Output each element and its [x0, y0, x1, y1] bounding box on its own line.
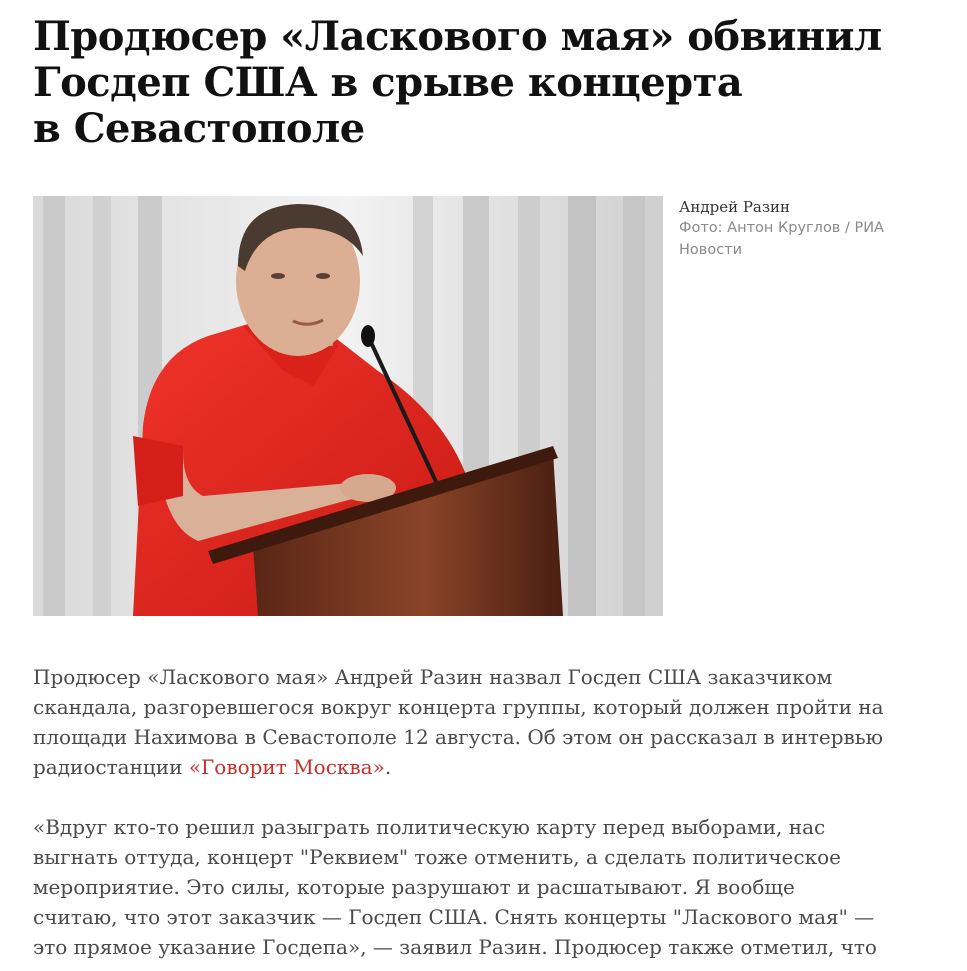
paragraph-text: радиостанции: [33, 755, 189, 779]
caption-photo-credit-line-2: Новости: [679, 242, 743, 258]
article-headline: [33, 14, 933, 152]
article-paragraph-1: [33, 662, 943, 782]
paragraph-line: это прямое указание Госдепа», — заявил Разин. Продюсер также отметил, что: [33, 935, 877, 959]
paragraph-line: скандала, разгоревшегося вокруг концерта группы, который должен пройти на: [33, 695, 884, 719]
photo-caption: [679, 197, 929, 261]
article-paragraph-2: [33, 812, 943, 962]
paragraph-line: выгнать оттуда, концерт "Реквием" тоже отменить, а сделать политическое: [33, 845, 841, 869]
paragraph-line: «Вдруг кто-то решил разыграть политическую карту перед выборами, нас: [33, 815, 826, 839]
headline-line-2: Госдеп США в срыве концерта: [33, 59, 743, 106]
paragraph-line: считаю, что этот заказчик — Госдеп США. Снять концерты "Ласкового мая" —: [33, 905, 875, 929]
article-photo[interactable]: [33, 196, 663, 616]
article-body: [33, 662, 943, 971]
paragraph-line: мероприятие. Это силы, которые разрушают и расшатывают. Я вообще: [33, 875, 795, 899]
headline-line-1: Продюсер «Ласкового мая» обвинил: [33, 13, 882, 60]
paragraph-line: Продюсер «Ласкового мая» Андрей Разин назвал Госдеп США заказчиком: [33, 665, 833, 689]
paragraph-text: .: [384, 755, 392, 779]
speaker-at-podium-illustration: [33, 196, 663, 616]
govorit-moskva-link[interactable]: «Говорит Москва»: [188, 755, 385, 779]
caption-photo-credit-line-1: Фото: Антон Круглов / РИА: [679, 220, 884, 236]
headline-line-3: в Севастополе: [33, 105, 365, 152]
paragraph-line: площади Нахимова в Севастополе 12 августа. Об этом он рассказал в интервью: [33, 725, 884, 749]
caption-person-name: Андрей Разин: [679, 198, 791, 216]
paragraph-line: [33, 752, 943, 782]
